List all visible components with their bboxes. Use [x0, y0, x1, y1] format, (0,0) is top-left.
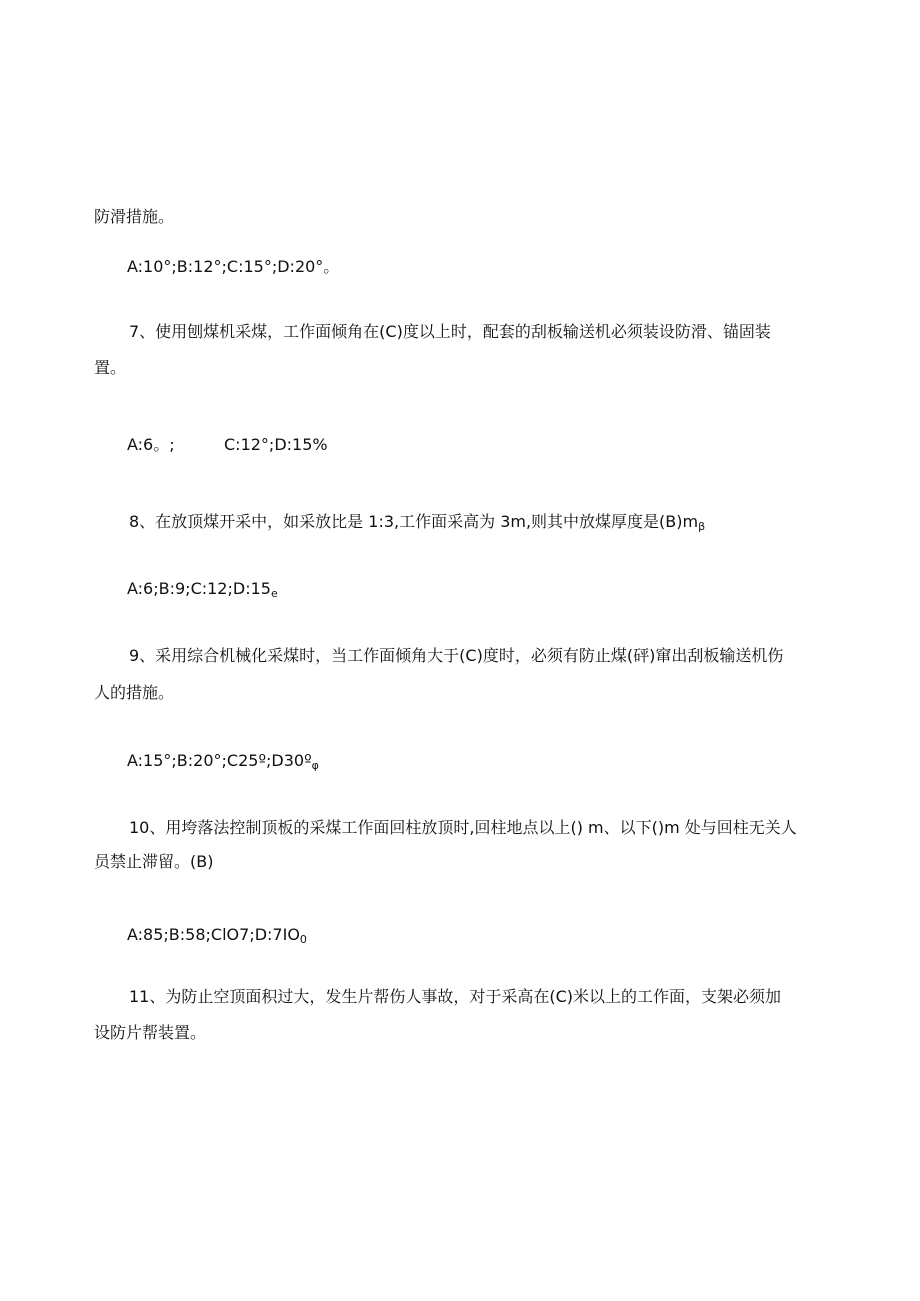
question-8-options-text: A:6;B:9;C:12;D:15 — [127, 579, 271, 598]
question-9-line-1: 9、采用综合机械化采煤时，当工作面倾角大于(C)度时，必须有防止煤(砰)窜出刮板输送机伤 — [129, 646, 784, 665]
question-11-line-1: 11、为防止空顶面积过大，发生片帮伤人事故，对于采高在(C)米以上的工作面，支架必须加 — [129, 987, 782, 1006]
question-9-line-2: 人的措施。 — [94, 683, 175, 702]
question-7-options-a: A:6。; — [127, 435, 175, 454]
question-9-options-subscript: φ — [311, 759, 319, 772]
question-7-line-1: 7、使用刨煤机采煤，工作面倾角在(C)度以上时，配套的刮板输送机必须装设防滑、锚固装 — [129, 322, 771, 341]
question-10-options — [127, 925, 307, 950]
question-10-options-subscript: 0 — [299, 933, 307, 946]
question-8-options — [127, 579, 278, 604]
question-6-tail: 防滑措施。 — [94, 207, 175, 226]
question-8-subscript: β — [698, 520, 706, 533]
question-8-options-subscript: e — [270, 587, 278, 600]
question-10-line-2: 员禁止滞留。(B) — [94, 852, 214, 871]
question-10-options-text: A:85;B:58;ClO7;D:7IO — [127, 925, 300, 944]
question-7-line-2: 置。 — [94, 358, 127, 377]
question-7-options-c: C:12°;D:15% — [224, 435, 328, 454]
question-10-line-1: 10、用垮落法控制顶板的采煤工作面回柱放顶时,回柱地点以上() m、以下()m 处与回柱无关人 — [129, 818, 797, 837]
question-8-text: 8、在放顶煤开采中，如采放比是 1:3,工作面采高为 3m,则其中放煤厚度是(B)m — [129, 512, 699, 531]
question-9-options-text: A:15°;B:20°;C25º;D30º — [127, 751, 312, 770]
question-8-line-1 — [129, 512, 705, 537]
question-9-options — [127, 751, 319, 776]
question-11-line-2: 设防片帮装置。 — [94, 1023, 207, 1042]
question-6-options: A:10°;B:12°;C:15°;D:20°。 — [127, 257, 340, 276]
